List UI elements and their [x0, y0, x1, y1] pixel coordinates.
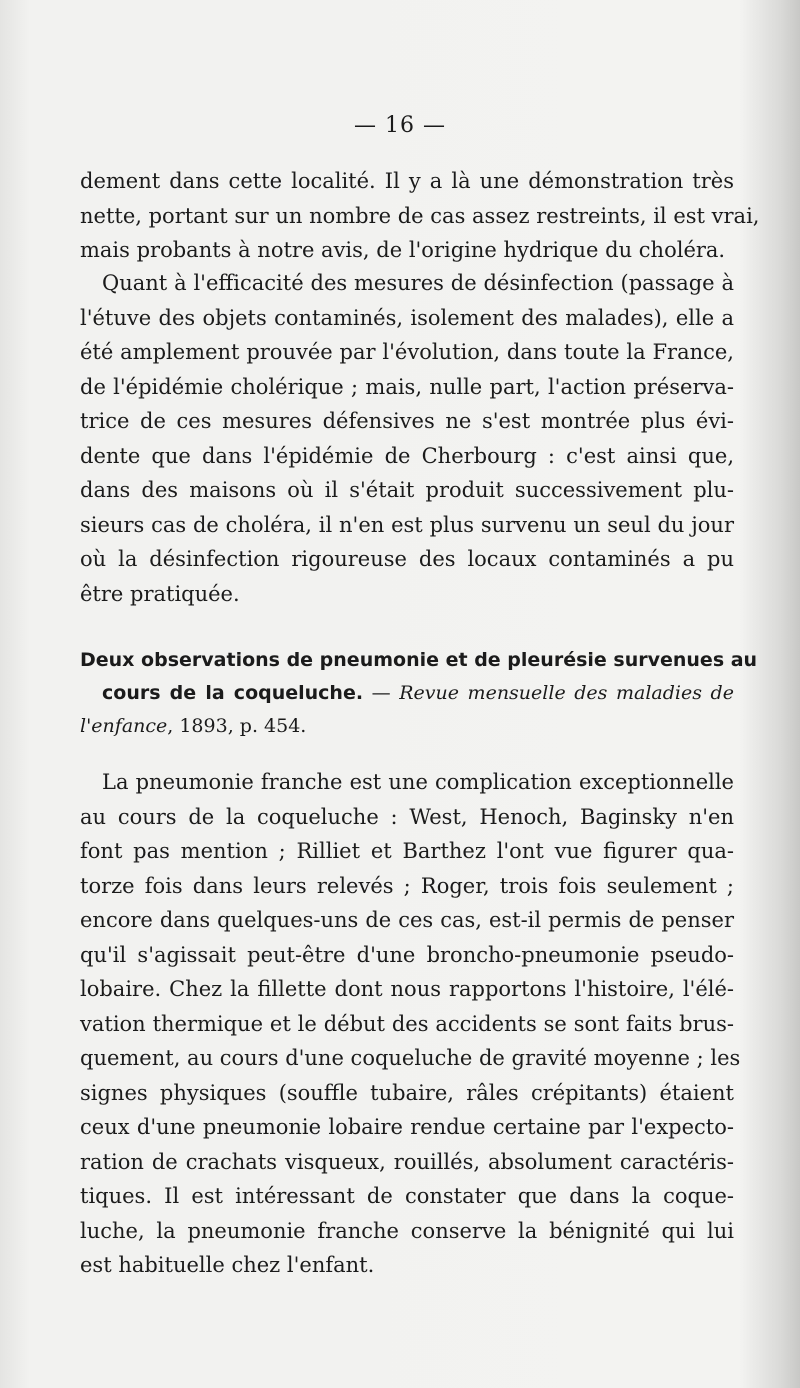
text-line: Quant à l'efficacité des mesures de désinfection (passage à — [102, 271, 734, 295]
heading-line — [80, 710, 734, 743]
text-line: ceux d'une pneumonie lobaire rendue certaine par l'expecto- — [80, 1115, 734, 1139]
citation-details: , 1893, p. 454. — [167, 715, 307, 737]
journal-title: Revue mensuelle des maladies de — [399, 682, 734, 704]
text-line: être pratiquée. — [80, 581, 240, 606]
text-line: encore dans quelques-uns de ces cas, est-il permis de penser — [80, 908, 734, 932]
text-line: au cours de la coqueluche : West, Henoch, Baginsky n'en — [80, 804, 734, 829]
section-heading — [80, 644, 758, 743]
heading-title-end: cours de la coqueluche. — [102, 682, 364, 704]
journal-title-end: l'enfance — [80, 715, 168, 737]
text-line: luche, la pneumonie franche conserve la bénignité qui lui — [80, 1218, 734, 1243]
text-line: qu'il s'agissait peut-être d'une broncho-pneumonie pseudo- — [80, 942, 734, 967]
text-line: trice de ces mesures défensives ne s'est montrée plus évi- — [80, 409, 734, 433]
heading-dash: — — [363, 682, 400, 704]
text-line: vation thermique et le début des accidents se sont faits brus- — [80, 1011, 734, 1036]
heading-line — [80, 677, 734, 710]
paragraph-1 — [80, 164, 760, 268]
text-line: mais probants à notre avis, de l'origine hydrique du choléra. — [80, 238, 726, 262]
text-line: dans des maisons où il s'était produit successivement plu- — [80, 478, 734, 502]
text-line: l'étuve des objets contaminés, isolement des malades), elle a — [80, 305, 734, 330]
text-line: dement dans cette localité. Il y a là une démonstration très — [80, 169, 734, 193]
text-line: lobaire. Chez la fillette dont nous rapportons l'histoire, l'élé- — [80, 977, 734, 1001]
text-line: La pneumonie franche est une complication exceptionnelle — [102, 770, 734, 794]
text-line: est habituelle chez l'enfant. — [80, 1253, 375, 1277]
text-line: torze fois dans leurs relevés ; Roger, trois fois seulement ; — [80, 873, 734, 898]
heading-line: Deux observations de pneumonie et de pleurésie survenues au — [80, 649, 758, 671]
text-line: de l'épidémie cholérique ; mais, nulle part, l'action préserva- — [80, 374, 734, 399]
text-line: font pas mention ; Rilliet et Barthez l'ont vue figurer qua- — [80, 839, 734, 863]
paragraph-2 — [80, 266, 734, 611]
text-line: où la désinfection rigoureuse des locaux contaminés a pu — [80, 547, 734, 571]
text-line: tiques. Il est intéressant de constater que dans la coque- — [80, 1184, 734, 1208]
text-line: dente que dans l'épidémie de Cherbourg : c'est ainsi que, — [80, 443, 734, 468]
text-line: ration de crachats visqueux, rouillés, absolument caractéris- — [80, 1149, 734, 1174]
text-line: signes physiques (souffle tubaire, râles crépitants) étaient — [80, 1080, 734, 1105]
text-line: quement, au cours d'une coqueluche de gravité moyenne ; les — [80, 1046, 741, 1070]
text-line: nette, portant sur un nombre de cas assez restreints, il est vrai, — [80, 203, 760, 228]
text-line: sieurs cas de choléra, il n'en est plus survenu un seul du jour — [80, 512, 734, 537]
text-line: été amplement prouvée par l'évolution, dans toute la France, — [80, 340, 734, 364]
paragraph-3 — [80, 765, 741, 1283]
page-number: — 16 — — [354, 113, 446, 138]
